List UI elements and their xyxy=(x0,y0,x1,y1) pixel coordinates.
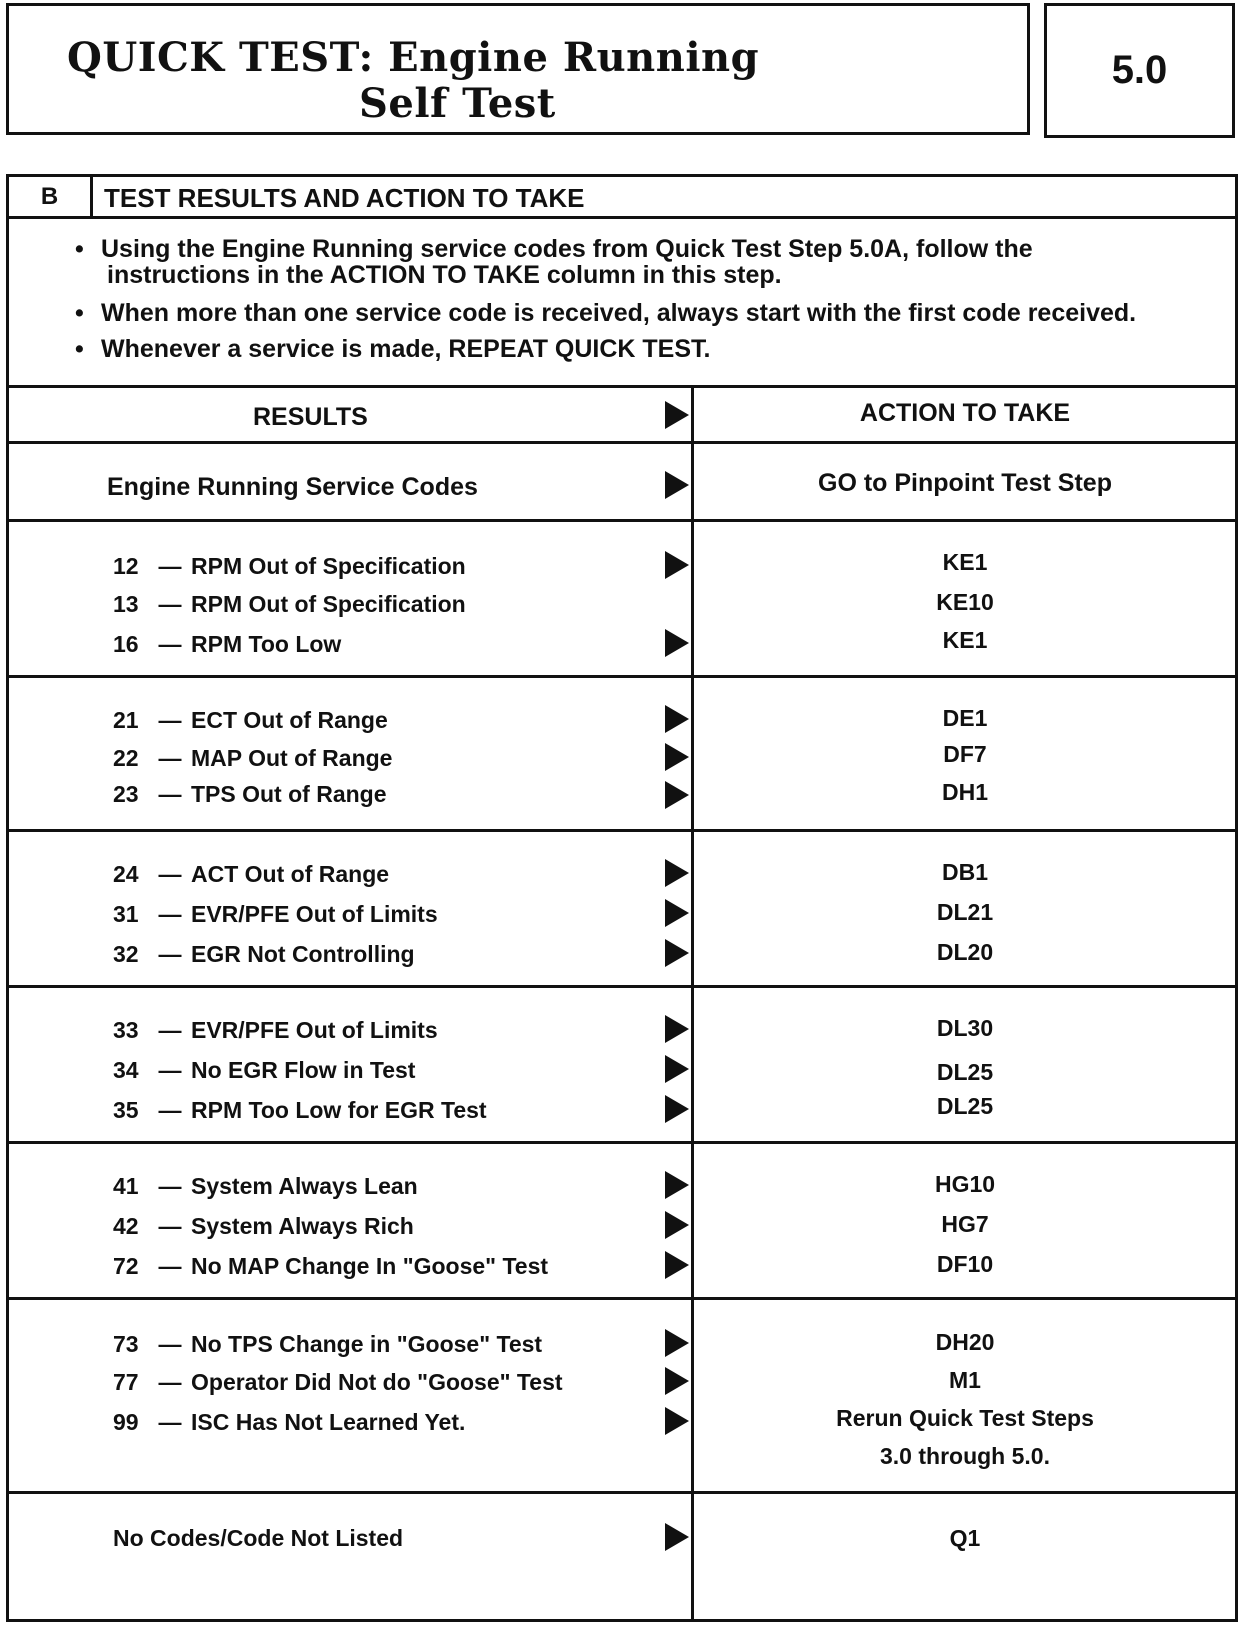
code-row-42: 42 — System Always Rich xyxy=(113,1213,414,1239)
step-number: 5.0 xyxy=(1044,3,1235,138)
code-row-73: 73 — No TPS Change in "Goose" Test xyxy=(113,1331,543,1357)
action-12: KE1 xyxy=(942,549,988,575)
action-99-cont: 3.0 through 5.0. xyxy=(880,1443,1050,1469)
arrow-right-icon xyxy=(665,1171,689,1199)
code-row-24: 24 — ACT Out of Range xyxy=(113,861,390,887)
code-row-34: 34 — No EGR Flow in Test xyxy=(113,1057,416,1083)
instruction-1-cont: instructions in the ACTION TO TAKE column in this step. xyxy=(107,261,782,289)
action-22: DF7 xyxy=(943,741,987,767)
arrow-right-icon xyxy=(665,1095,689,1123)
code-row-31: 31 — EVR/PFE Out of Limits xyxy=(113,901,438,927)
divider xyxy=(9,385,1235,388)
action-32: DL20 xyxy=(936,939,994,965)
bullet-icon: • xyxy=(75,335,84,363)
arrow-right-icon xyxy=(665,1407,689,1435)
code-row-99: 99 — ISC Has Not Learned Yet. xyxy=(113,1409,466,1435)
action-77: M1 xyxy=(949,1367,981,1393)
arrow-right-icon xyxy=(665,551,689,579)
action-24: DB1 xyxy=(941,859,988,885)
divider xyxy=(9,1141,1235,1144)
code-row-21: 21 — ECT Out of Range xyxy=(113,707,388,733)
column-divider xyxy=(691,385,694,1619)
action-header: ACTION TO TAKE xyxy=(859,399,1071,427)
arrow-right-icon xyxy=(665,899,689,927)
arrow-right-icon xyxy=(665,781,689,809)
code-row-72: 72 — No MAP Change In "Goose" Test xyxy=(113,1253,549,1279)
bullet-icon: • xyxy=(75,235,84,263)
arrow-right-icon xyxy=(665,859,689,887)
no-codes-row: No Codes/Code Not Listed xyxy=(113,1525,404,1551)
action-33: DL30 xyxy=(936,1015,994,1041)
divider xyxy=(9,675,1235,678)
arrow-right-icon xyxy=(665,471,689,499)
instruction-3: • Whenever a service is made, REPEAT QUICK TEST. xyxy=(75,335,711,363)
divider xyxy=(9,1297,1235,1300)
divider xyxy=(9,985,1235,988)
results-panel xyxy=(6,174,1238,1622)
service-codes-subheader: Engine Running Service Codes xyxy=(107,473,478,501)
action-13: KE10 xyxy=(936,589,994,615)
divider xyxy=(9,441,1235,444)
page-title: QUICK TEST: Engine Running xyxy=(67,34,760,81)
code-row-12: 12 — RPM Out of Specification xyxy=(113,553,466,579)
action-35: DL25 xyxy=(936,1093,994,1119)
action-23: DH1 xyxy=(941,779,988,805)
arrow-right-icon xyxy=(665,939,689,967)
action-no-codes: Q1 xyxy=(949,1525,981,1551)
instruction-1: • Using the Engine Running service codes from Quick Test Step 5.0A, follow the xyxy=(75,235,1033,263)
action-42: HG7 xyxy=(941,1211,989,1237)
section-title: TEST RESULTS AND ACTION TO TAKE xyxy=(104,183,585,213)
page-subtitle: Self Test xyxy=(359,80,556,127)
action-34: DL25 xyxy=(936,1059,994,1085)
code-row-41: 41 — System Always Lean xyxy=(113,1173,418,1199)
arrow-right-icon xyxy=(665,401,689,429)
arrow-right-icon xyxy=(665,1251,689,1279)
code-row-22: 22 — MAP Out of Range xyxy=(113,745,393,771)
bullet-icon: • xyxy=(75,299,84,327)
instruction-2: • When more than one service code is received, always start with the first code received. xyxy=(75,299,1137,327)
arrow-right-icon xyxy=(665,629,689,657)
code-row-32: 32 — EGR Not Controlling xyxy=(113,941,415,967)
arrow-right-icon xyxy=(665,743,689,771)
arrow-right-icon xyxy=(665,1055,689,1083)
code-row-13: 13 — RPM Out of Specification xyxy=(113,591,466,617)
arrow-right-icon xyxy=(665,705,689,733)
code-row-23: 23 — TPS Out of Range xyxy=(113,781,387,807)
code-row-35: 35 — RPM Too Low for EGR Test xyxy=(113,1097,487,1123)
action-31: DL21 xyxy=(936,899,994,925)
arrow-right-icon xyxy=(665,1367,689,1395)
divider xyxy=(9,1491,1235,1494)
arrow-right-icon xyxy=(665,1211,689,1239)
arrow-right-icon xyxy=(665,1015,689,1043)
divider xyxy=(9,519,1235,522)
action-73: DH20 xyxy=(935,1329,995,1355)
code-row-16: 16 — RPM Too Low xyxy=(113,631,342,657)
section-header xyxy=(9,177,1235,219)
action-72: DF10 xyxy=(936,1251,994,1277)
arrow-right-icon xyxy=(665,1329,689,1357)
code-row-33: 33 — EVR/PFE Out of Limits xyxy=(113,1017,438,1043)
pinpoint-subheader: GO to Pinpoint Test Step xyxy=(818,469,1112,497)
title-box xyxy=(6,3,1030,135)
action-99: Rerun Quick Test Steps xyxy=(836,1405,1094,1431)
action-21: DE1 xyxy=(942,705,988,731)
action-41: HG10 xyxy=(934,1171,996,1197)
action-16: KE1 xyxy=(942,627,988,653)
code-row-77: 77 — Operator Did Not do "Goose" Test xyxy=(113,1369,563,1395)
section-letter: B xyxy=(9,177,93,216)
results-header: RESULTS xyxy=(253,403,368,431)
divider xyxy=(9,829,1235,832)
arrow-right-icon xyxy=(665,1523,689,1551)
